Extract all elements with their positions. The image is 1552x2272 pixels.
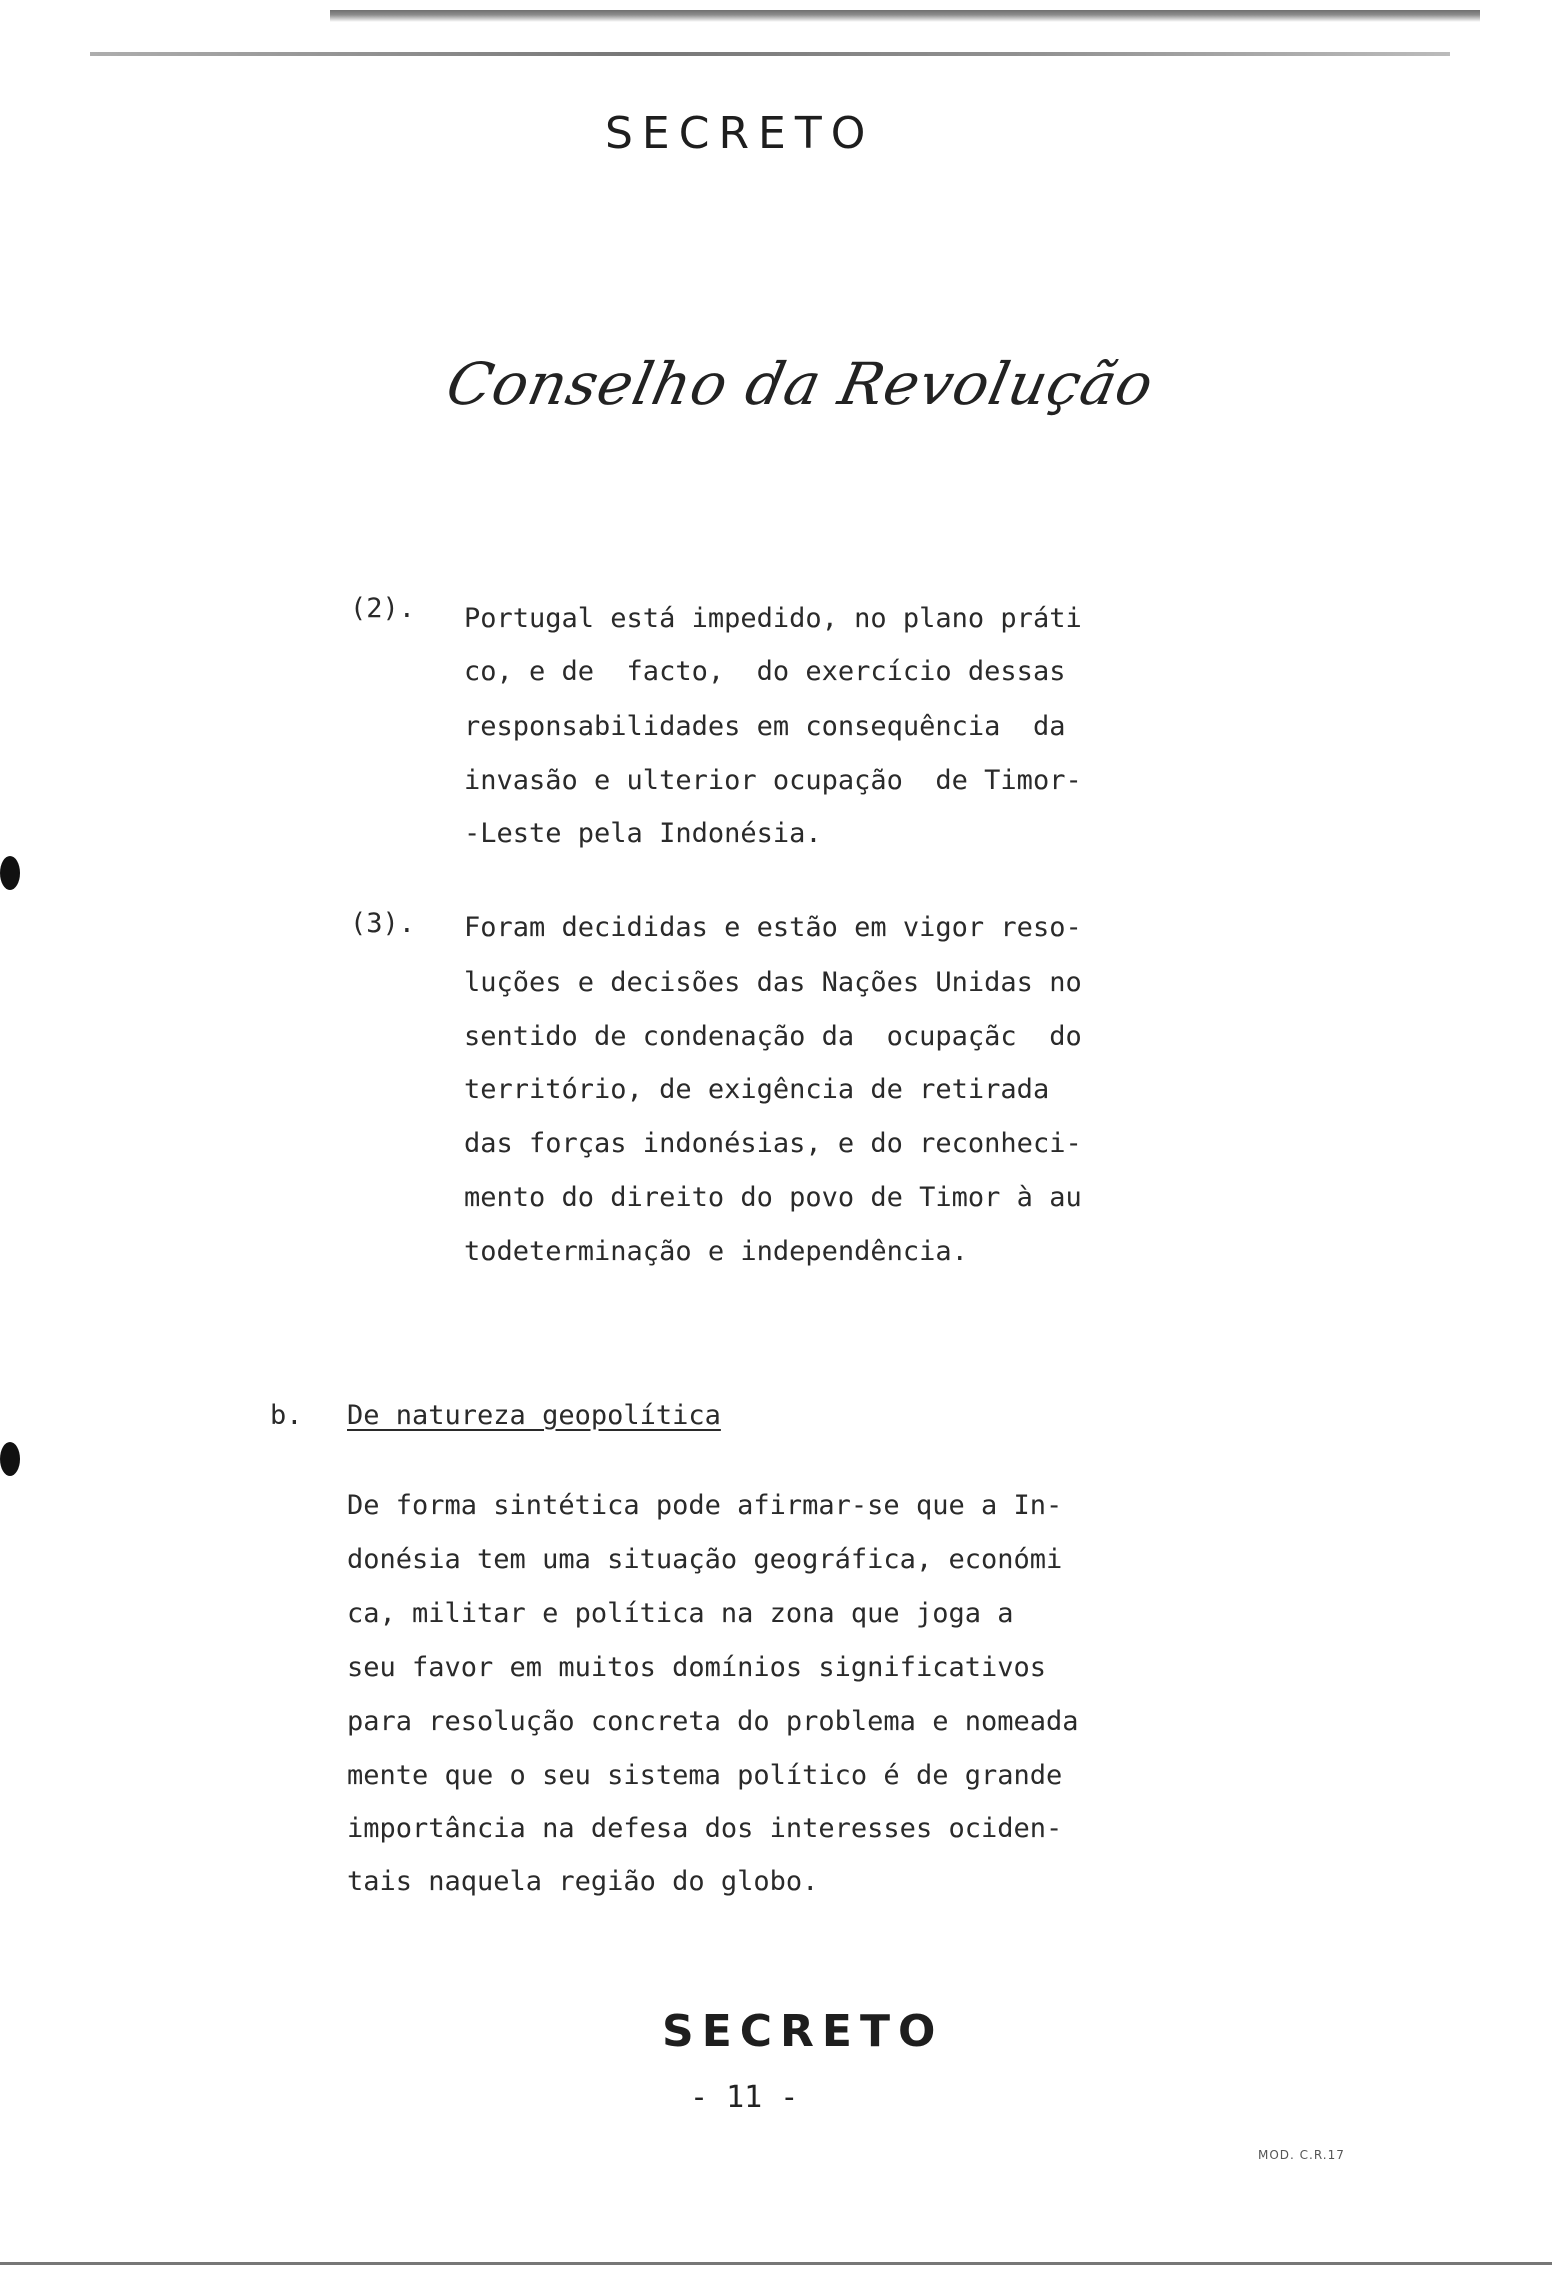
- paragraph-line: tais naquela região do globo.: [347, 1866, 819, 1897]
- scan-edge-bottom: [0, 2262, 1552, 2265]
- paragraph-line: das forças indonésias, e do reconheci-: [464, 1128, 1082, 1159]
- classification-stamp-top: SECRETO: [605, 108, 875, 159]
- section-letter: b.: [270, 1400, 303, 1431]
- paragraph-line: De forma sintética pode afirmar-se que a In-: [347, 1490, 1063, 1521]
- paragraph-line: sentido de condenação da ocupaçãc do: [464, 1021, 1082, 1052]
- section-title: De natureza geopolítica: [347, 1400, 721, 1431]
- paragraph-line: todeterminação e independência.: [464, 1236, 968, 1267]
- paragraph-line: seu favor em muitos domínios significativos: [347, 1652, 1046, 1683]
- paragraph-line: importância na defesa dos interesses ociden-: [347, 1813, 1063, 1844]
- paragraph-line: donésia tem uma situação geográfica, económi: [347, 1544, 1063, 1575]
- paragraph-line: luções e decisões das Nações Unidas no: [464, 967, 1082, 998]
- paragraph-line: responsabilidades em consequência da: [464, 711, 1066, 742]
- paragraph-line: co, e de facto, do exercício dessas: [464, 656, 1066, 687]
- scan-edge-line: [90, 52, 1450, 56]
- item-number: (3).: [350, 908, 416, 939]
- letterhead: Conselho da Revolução: [440, 350, 1160, 418]
- punch-hole: [0, 856, 20, 890]
- paragraph-line: para resolução concreta do problema e nomeada: [347, 1706, 1079, 1737]
- scan-edge-top: [330, 10, 1480, 22]
- paragraph-line: invasão e ulterior ocupação de Timor-: [464, 765, 1082, 796]
- paragraph-line: ca, militar e política na zona que joga a: [347, 1598, 1014, 1629]
- paragraph-line: mente que o seu sistema político é de grande: [347, 1760, 1063, 1791]
- paragraph-line: mento do direito do povo de Timor à au: [464, 1182, 1082, 1213]
- paragraph-line: Portugal está impedido, no plano práti: [464, 603, 1082, 634]
- paragraph-line: território, de exigência de retirada: [464, 1074, 1050, 1105]
- page-number: - 11 -: [690, 2080, 799, 2115]
- punch-hole: [0, 1442, 20, 1476]
- classification-stamp-bottom: SECRETO: [662, 2006, 944, 2057]
- paragraph-line: -Leste pela Indonésia.: [464, 818, 822, 849]
- paragraph-line: Foram decididas e estão em vigor reso-: [464, 912, 1082, 943]
- form-code: MOD. C.R.17: [1258, 2148, 1345, 2162]
- item-number: (2).: [350, 593, 416, 624]
